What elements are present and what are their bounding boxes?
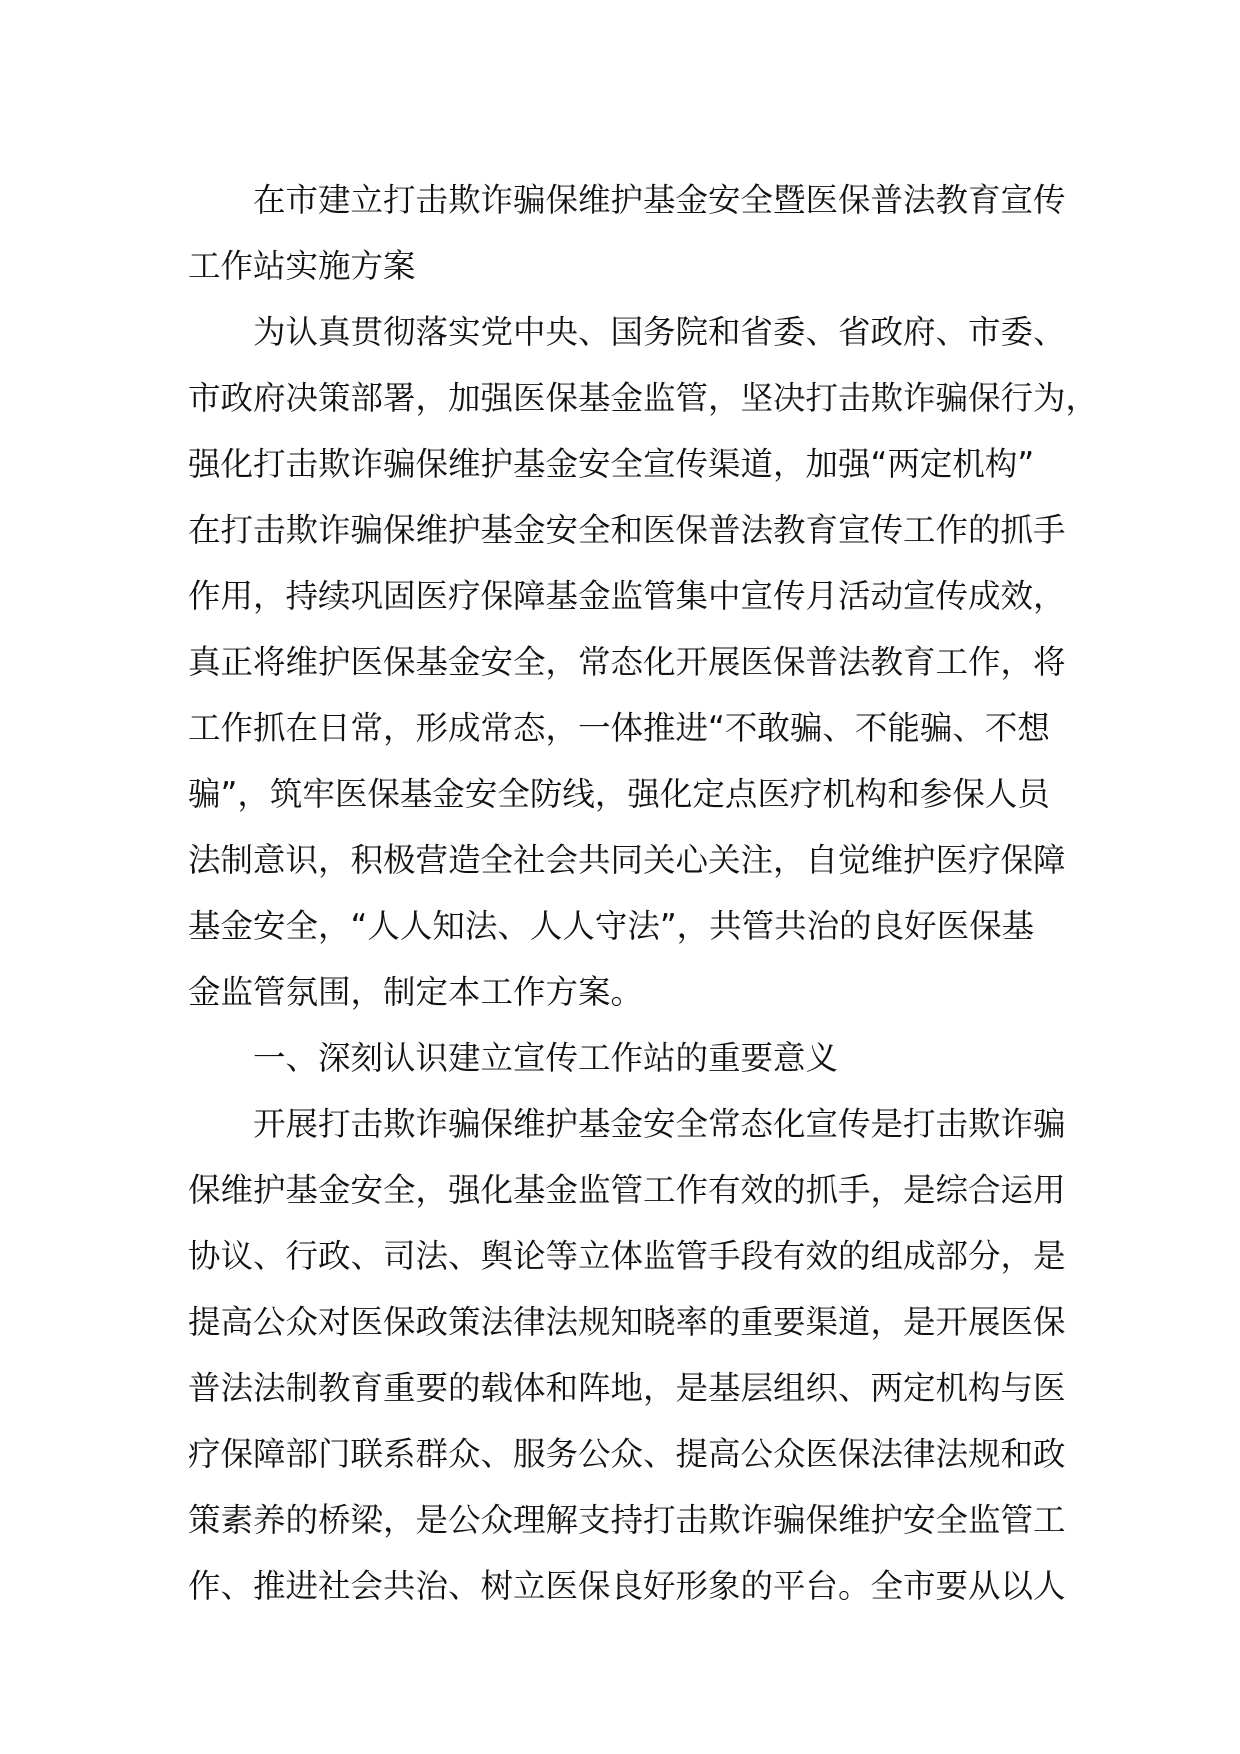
paragraph-line: 强化打击欺诈骗保维护基金安全宣传渠道，加强“两定机构” xyxy=(188,445,1035,483)
paragraph-line: 在打击欺诈骗保维护基金安全和医保普法教育宣传工作的抓手 xyxy=(188,511,1066,549)
paragraph-line: 普法法制教育重要的载体和阵地，是基层组织、两定机构与医 xyxy=(188,1369,1066,1407)
paragraph-line: 策素养的桥梁，是公众理解支持打击欺诈骗保维护安全监管工 xyxy=(188,1501,1066,1539)
paragraph-line: 真正将维护医保基金安全，常态化开展医保普法教育工作，将 xyxy=(188,643,1066,681)
document-title-line-2: 工作站实施方案 xyxy=(188,247,416,285)
paragraph-line: 开展打击欺诈骗保维护基金安全常态化宣传是打击欺诈骗 xyxy=(253,1105,1066,1143)
paragraph-line: 协议、行政、司法、舆论等立体监管手段有效的组成部分，是 xyxy=(188,1237,1066,1275)
paragraph-line: 市政府决策部署，加强医保基金监管，坚决打击欺诈骗保行为， xyxy=(188,379,1099,417)
paragraph-line: 作用，持续巩固医疗保障基金监管集中宣传月活动宣传成效， xyxy=(188,577,1066,615)
paragraph-line: 基金安全，“人人知法、人人守法”，共管共治的良好医保基 xyxy=(188,907,1035,945)
paragraph-line: 提高公众对医保政策法律法规知晓率的重要渠道，是开展医保 xyxy=(188,1303,1066,1341)
paragraph-line: 金监管氛围，制定本工作方案。 xyxy=(188,973,644,1011)
paragraph-line: 骗”，筑牢医保基金安全防线，强化定点医疗机构和参保人员 xyxy=(188,775,1050,813)
document-body xyxy=(188,167,1099,1619)
section-heading: 一、深刻认识建立宣传工作站的重要意义 xyxy=(253,1039,839,1077)
paragraph-line: 疗保障部门联系群众、服务公众、提高公众医保法律法规和政 xyxy=(188,1435,1066,1473)
paragraph-line: 作、推进社会共治、树立医保良好形象的平台。全市要从以人 xyxy=(188,1567,1066,1605)
paragraph-line: 保维护基金安全，强化基金监管工作有效的抓手，是综合运用 xyxy=(188,1171,1066,1209)
paragraph-line: 法制意识，积极营造全社会共同关心关注，自觉维护医疗保障 xyxy=(188,841,1066,879)
paragraph-line: 工作抓在日常，形成常态，一体推进“不敢骗、不能骗、不想 xyxy=(188,709,1050,747)
document-title-line-1: 在市建立打击欺诈骗保维护基金安全暨医保普法教育宣传 xyxy=(253,181,1066,219)
paragraph-line: 为认真贯彻落实党中央、国务院和省委、省政府、市委、 xyxy=(253,313,1066,351)
